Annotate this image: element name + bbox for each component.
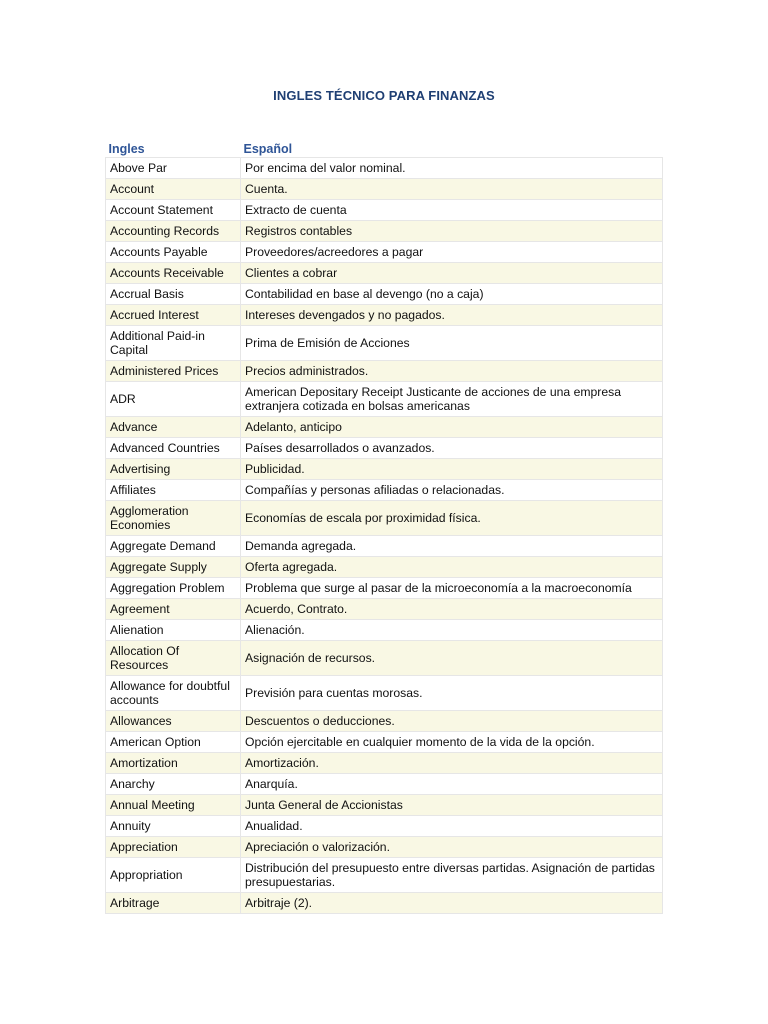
- term-english: Appreciation: [106, 837, 241, 858]
- term-spanish: Registros contables: [241, 221, 663, 242]
- term-english: Advance: [106, 417, 241, 438]
- term-english: Aggregation Problem: [106, 578, 241, 599]
- table-row: [106, 438, 663, 459]
- term-english: Accounts Receivable: [106, 263, 241, 284]
- term-spanish: Arbitraje (2).: [241, 893, 663, 914]
- term-english: Accounting Records: [106, 221, 241, 242]
- table-row: [106, 200, 663, 221]
- term-spanish: Por encima del valor nominal.: [241, 158, 663, 179]
- term-spanish: Anualidad.: [241, 816, 663, 837]
- table-row: [106, 179, 663, 200]
- term-english: Accrual Basis: [106, 284, 241, 305]
- table-row: [106, 284, 663, 305]
- term-english: Alienation: [106, 620, 241, 641]
- table-row: [106, 382, 663, 417]
- term-english: Aggregate Supply: [106, 557, 241, 578]
- table-row: [106, 732, 663, 753]
- glossary-body: [106, 158, 663, 914]
- term-english: Allowances: [106, 711, 241, 732]
- table-row: [106, 711, 663, 732]
- term-english: Above Par: [106, 158, 241, 179]
- table-row: [106, 641, 663, 676]
- term-english: Allowance for doubtful accounts: [106, 676, 241, 711]
- term-english: Allocation Of Resources: [106, 641, 241, 676]
- table-row: [106, 242, 663, 263]
- term-english: Additional Paid-in Capital: [106, 326, 241, 361]
- term-english: Advanced Countries: [106, 438, 241, 459]
- table-row: [106, 221, 663, 242]
- term-spanish: Descuentos o deducciones.: [241, 711, 663, 732]
- table-row: [106, 158, 663, 179]
- term-english: Amortization: [106, 753, 241, 774]
- term-spanish: Compañías y personas afiliadas o relacionadas.: [241, 480, 663, 501]
- glossary-table: [105, 137, 663, 914]
- term-spanish: Alienación.: [241, 620, 663, 641]
- term-english: Affiliates: [106, 480, 241, 501]
- table-row: [106, 795, 663, 816]
- term-spanish: Cuenta.: [241, 179, 663, 200]
- term-english: Accounts Payable: [106, 242, 241, 263]
- table-row: [106, 326, 663, 361]
- term-spanish: Precios administrados.: [241, 361, 663, 382]
- term-english: Agglomeration Economies: [106, 501, 241, 536]
- table-row: [106, 361, 663, 382]
- table-row: [106, 263, 663, 284]
- table-row: [106, 893, 663, 914]
- table-row: [106, 501, 663, 536]
- term-english: Administered Prices: [106, 361, 241, 382]
- term-spanish: Apreciación o valorización.: [241, 837, 663, 858]
- table-row: [106, 536, 663, 557]
- table-row: [106, 858, 663, 893]
- term-spanish: Países desarrollados o avanzados.: [241, 438, 663, 459]
- term-english: Account Statement: [106, 200, 241, 221]
- term-spanish: Demanda agregada.: [241, 536, 663, 557]
- term-spanish: Economías de escala por proximidad física.: [241, 501, 663, 536]
- document-title: INGLES TÉCNICO PARA FINANZAS: [273, 88, 495, 103]
- table-row: [106, 620, 663, 641]
- term-english: Appropriation: [106, 858, 241, 893]
- term-spanish: Previsión para cuentas morosas.: [241, 676, 663, 711]
- term-spanish: Acuerdo, Contrato.: [241, 599, 663, 620]
- term-english: Annuity: [106, 816, 241, 837]
- term-spanish: Opción ejercitable en cualquier momento de la vida de la opción.: [241, 732, 663, 753]
- table-row: [106, 676, 663, 711]
- term-spanish: Asignación de recursos.: [241, 641, 663, 676]
- table-row: [106, 816, 663, 837]
- term-english: Advertising: [106, 459, 241, 480]
- table-row: [106, 753, 663, 774]
- term-english: Aggregate Demand: [106, 536, 241, 557]
- header-english: Ingles: [108, 142, 145, 156]
- table-row: [106, 557, 663, 578]
- term-spanish: Contabilidad en base al devengo (no a caja): [241, 284, 663, 305]
- table-row: [106, 774, 663, 795]
- term-spanish: Clientes a cobrar: [241, 263, 663, 284]
- term-spanish: American Depositary Receipt Justicante de acciones de una empresa extranjera cotizada en bolsas americanas: [241, 382, 663, 417]
- term-spanish: Amortización.: [241, 753, 663, 774]
- table-row: [106, 837, 663, 858]
- term-english: Accrued Interest: [106, 305, 241, 326]
- table-row: [106, 599, 663, 620]
- term-english: Agreement: [106, 599, 241, 620]
- term-english: Account: [106, 179, 241, 200]
- header-spanish: Español: [243, 142, 293, 156]
- table-header-row: [106, 137, 663, 158]
- term-english: Annual Meeting: [106, 795, 241, 816]
- term-spanish: Anarquía.: [241, 774, 663, 795]
- term-spanish: Oferta agregada.: [241, 557, 663, 578]
- term-spanish: Distribución del presupuesto entre diversas partidas. Asignación de partidas presupuestarias.: [241, 858, 663, 893]
- term-english: ADR: [106, 382, 241, 417]
- table-row: [106, 459, 663, 480]
- table-row: [106, 417, 663, 438]
- table-row: [106, 578, 663, 599]
- term-spanish: Extracto de cuenta: [241, 200, 663, 221]
- table-row: [106, 305, 663, 326]
- term-english: Anarchy: [106, 774, 241, 795]
- term-spanish: Publicidad.: [241, 459, 663, 480]
- term-spanish: Junta General de Accionistas: [241, 795, 663, 816]
- term-spanish: Intereses devengados y no pagados.: [241, 305, 663, 326]
- term-spanish: Adelanto, anticipo: [241, 417, 663, 438]
- term-english: Arbitrage: [106, 893, 241, 914]
- term-spanish: Problema que surge al pasar de la microeconomía a la macroeconomía: [241, 578, 663, 599]
- term-spanish: Prima de Emisión de Acciones: [241, 326, 663, 361]
- table-row: [106, 480, 663, 501]
- term-spanish: Proveedores/acreedores a pagar: [241, 242, 663, 263]
- term-english: American Option: [106, 732, 241, 753]
